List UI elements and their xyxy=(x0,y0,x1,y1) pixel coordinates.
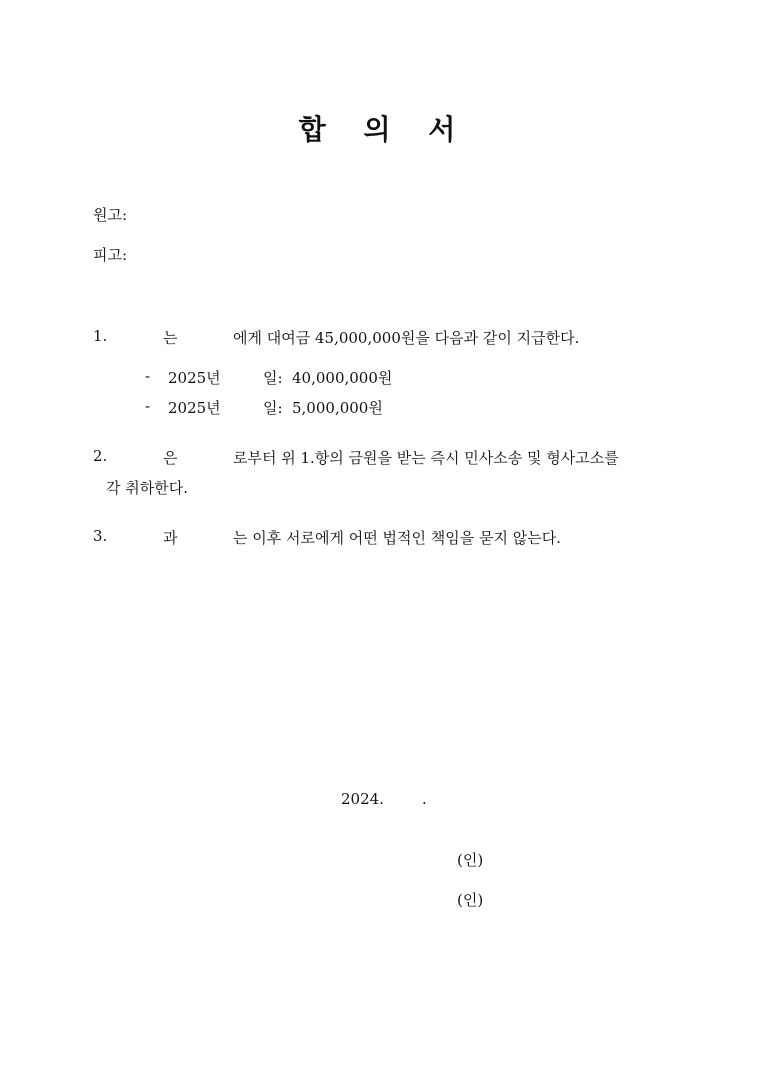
clause-2-text: 로부터 위 1.항의 금원을 받는 즉시 민사소송 및 형사고소를 xyxy=(233,449,619,467)
clause-3-number: 3. xyxy=(93,527,108,545)
clause-2-number: 2. xyxy=(93,447,108,465)
document-title: 합 의 서 xyxy=(298,113,470,146)
date-separator: . xyxy=(422,790,427,808)
defendant-label: 피고: xyxy=(93,246,128,264)
clause-2-text-continued: 각 취하한다. xyxy=(106,479,188,497)
payment-item-1-dash: - xyxy=(145,367,151,385)
payment-item-2-dash: - xyxy=(145,397,151,415)
seal-mark-1: (인) xyxy=(457,851,484,869)
payment-item-1-day: 일: xyxy=(263,369,283,387)
clause-1-particle: 는 xyxy=(163,329,178,347)
clause-1-number: 1. xyxy=(93,327,108,345)
date-year: 2024. xyxy=(341,790,384,808)
clause-1-text: 에게 대여금 45,000,000원을 다음과 같이 지급한다. xyxy=(233,329,580,347)
clause-2-particle: 은 xyxy=(163,449,178,467)
clause-3-text: 는 이후 서로에게 어떤 법적인 책임을 묻지 않는다. xyxy=(233,529,561,547)
payment-item-1-year: 2025년 xyxy=(168,369,221,387)
payment-item-1-amount: 40,000,000원 xyxy=(292,369,393,387)
payment-item-2-amount: 5,000,000원 xyxy=(292,399,383,417)
payment-item-2-year: 2025년 xyxy=(168,399,221,417)
plaintiff-label: 원고: xyxy=(93,206,128,224)
seal-mark-2: (인) xyxy=(457,891,484,909)
clause-3-particle: 과 xyxy=(163,529,178,547)
payment-item-2-day: 일: xyxy=(263,399,283,417)
